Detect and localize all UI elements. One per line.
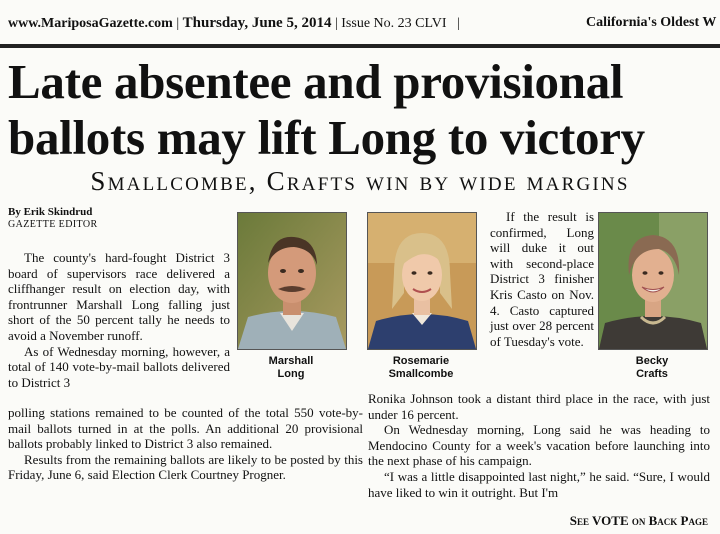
- caption-first-name: Rosemarie: [392, 355, 450, 367]
- issue-number: Issue No. 23 CLVI: [341, 16, 447, 31]
- paragraph-vacation: On Wednesday morning, Long said he was heading to Mendocino County for a week's vacation before launching into the next phase of his campaign.: [368, 422, 710, 469]
- photo-rosemarie-smallcombe: [367, 212, 477, 350]
- site-url[interactable]: www.MariposaGazette.com: [8, 16, 173, 31]
- article-column-1: [8, 250, 230, 390]
- portrait-becky-crafts: [599, 213, 707, 349]
- caption-first-name: Becky: [635, 355, 669, 367]
- paragraph-2-end: polling stations remained to be counted of the total 550 vote-by-mail ballots turned in at the polls. An additional 20 provisional ballots probably linked to District 3 also remained.: [8, 405, 363, 452]
- masthead-separator: |: [457, 16, 460, 31]
- continued-jump-link[interactable]: See VOTE on Back Page: [569, 513, 708, 528]
- article-wide-right: [368, 391, 710, 500]
- paragraph-2-start: As of Wednesday morning, however, a total of 140 vote-by-mail ballots delivered to District 3: [8, 343, 230, 390]
- portrait-rosemarie-smallcombe: [368, 213, 476, 349]
- headline-line-1: Late absentee and provisional: [8, 54, 624, 109]
- paragraph-result-confirmed: If the result is confirmed, Long will duke it out with second-place District 3 finisher Kris Casto on Nov. 4. Casto captured just over 28 percent of Tuesday's vote.: [490, 209, 594, 349]
- article-column-3: [490, 209, 594, 349]
- caption-last-name: Crafts: [636, 368, 668, 380]
- paragraph-johnson: Ronika Johnson took a distant third place in the race, with just under 16 percent.: [368, 391, 710, 422]
- caption-last-name: Smallcombe: [388, 368, 454, 380]
- masthead-tagline: California's Oldest W: [586, 15, 717, 30]
- masthead-info: [8, 14, 460, 33]
- photo-becky-crafts: [598, 212, 708, 350]
- masthead-separator: |: [334, 16, 338, 31]
- headline-line-2: ballots may lift Long to victory: [8, 110, 645, 165]
- caption-rosemarie-smallcombe: [360, 355, 482, 381]
- article-wide-left: [8, 405, 363, 483]
- caption-first-name: Marshall: [268, 355, 314, 367]
- paragraph-3: Results from the remaining ballots are likely to be posted by this Friday, June 6, said Election Clerk Courtney Progner.: [8, 451, 363, 483]
- subheadline: Smallcombe, Crafts win by wide margins: [90, 166, 630, 196]
- masthead-separator: |: [176, 16, 180, 31]
- caption-becky-crafts: [598, 355, 706, 381]
- paragraph-1: The county's hard-fought District 3 board of supervisors race delivered a cliffhanger result on election day, with frontrunner Marshall Long falling just short of the 50 percent tally he needs to avoid a November runoff.: [8, 250, 230, 343]
- headline: [8, 54, 720, 166]
- masthead: [0, 0, 720, 48]
- caption-last-name: Long: [277, 368, 305, 380]
- byline: By Erik Skindrud: [8, 206, 93, 218]
- paragraph-quote: “I was a little disappointed last night,” he said. “Sure, I would have liked to win it outright. But I'm: [368, 468, 710, 500]
- byline-title: GAZETTE EDITOR: [8, 219, 98, 230]
- caption-marshall-long: [237, 355, 345, 381]
- portrait-marshall-long: [238, 213, 346, 349]
- photo-marshall-long: [237, 212, 347, 350]
- issue-date: Thursday, June 5, 2014: [182, 15, 332, 31]
